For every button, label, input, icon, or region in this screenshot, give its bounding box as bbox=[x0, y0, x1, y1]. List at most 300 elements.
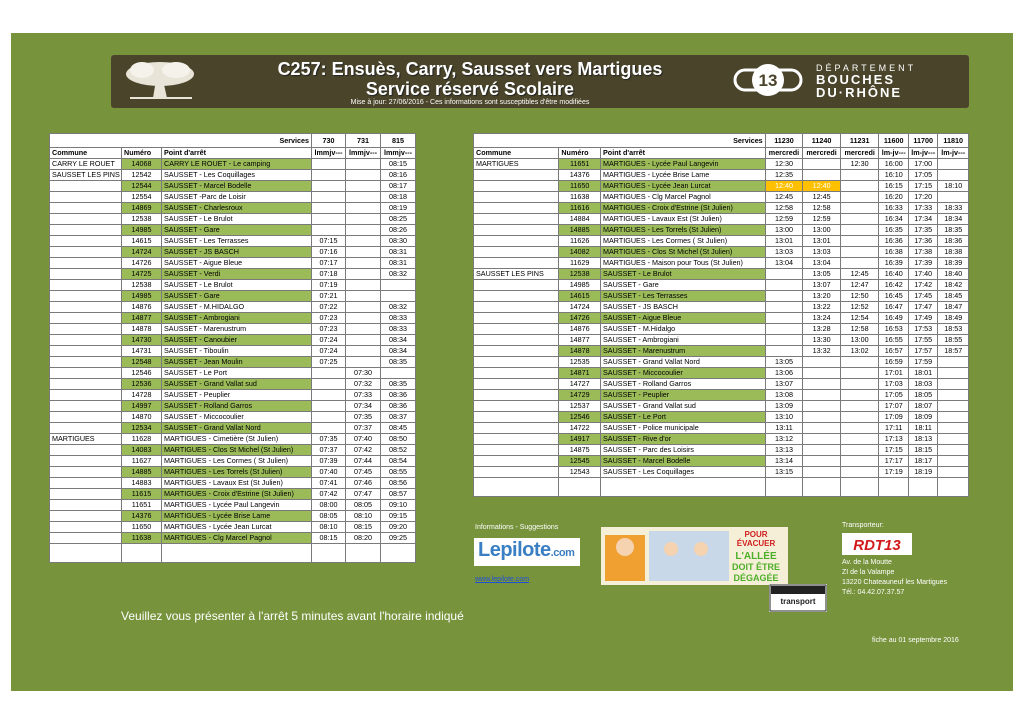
transport-badge-icon bbox=[769, 584, 827, 612]
poster-line-1: POUR bbox=[744, 530, 768, 539]
commune-cell bbox=[474, 225, 559, 236]
table-row bbox=[50, 181, 416, 192]
stop-number-cell: 12538 bbox=[122, 214, 162, 225]
table-row bbox=[474, 412, 969, 423]
time-cell bbox=[312, 225, 346, 236]
time-cell: 12:58 bbox=[840, 324, 879, 335]
time-cell: 08:32 bbox=[381, 302, 416, 313]
table-row bbox=[50, 247, 416, 258]
stop-name-cell: SAUSSET - Peuplier bbox=[162, 390, 312, 401]
time-cell: 17:15 bbox=[879, 445, 908, 456]
stop-name-cell: SAUSSET - Grand Vallat sud bbox=[162, 379, 312, 390]
table-row bbox=[474, 214, 969, 225]
stop-name-cell: SAUSSET - Miccocoulier bbox=[601, 368, 766, 379]
stop-number-cell: 12535 bbox=[559, 357, 601, 368]
table-row bbox=[474, 181, 969, 192]
time-cell bbox=[840, 225, 879, 236]
blank-cell bbox=[840, 478, 879, 497]
table-row bbox=[50, 203, 416, 214]
commune-cell bbox=[50, 500, 122, 511]
website-link[interactable]: www.lepilote.com bbox=[475, 576, 530, 583]
transport-badge-text: transport bbox=[780, 597, 816, 606]
time-cell bbox=[312, 401, 346, 412]
stop-name-cell: SAUSSET - M.HIDALGO bbox=[162, 302, 312, 313]
time-cell: 18:09 bbox=[908, 412, 937, 423]
stop-number-cell: 14985 bbox=[122, 225, 162, 236]
stop-number-cell: 14883 bbox=[122, 478, 162, 489]
time-cell: 08:56 bbox=[381, 478, 416, 489]
time-cell: 18:53 bbox=[938, 324, 969, 335]
stop-number-cell: 14871 bbox=[559, 368, 601, 379]
service-days: lm-jv--- bbox=[908, 148, 937, 159]
blank-row bbox=[474, 478, 969, 497]
commune-cell bbox=[474, 324, 559, 335]
time-cell: 07:19 bbox=[312, 280, 346, 291]
commune-cell bbox=[50, 302, 122, 313]
time-cell: 16:33 bbox=[879, 203, 908, 214]
service-days: mercredi bbox=[803, 148, 841, 159]
time-cell: 16:47 bbox=[879, 302, 908, 313]
poster-line-5: DÉGAGÉE bbox=[733, 573, 779, 583]
commune-cell bbox=[50, 489, 122, 500]
time-cell: 16:39 bbox=[879, 258, 908, 269]
time-cell bbox=[803, 390, 841, 401]
table-row bbox=[474, 159, 969, 170]
time-cell: 08:54 bbox=[381, 456, 416, 467]
time-cell: 17:11 bbox=[879, 423, 908, 434]
commune-cell bbox=[50, 192, 122, 203]
stop-number-cell: 11650 bbox=[122, 522, 162, 533]
time-cell: 07:32 bbox=[346, 379, 381, 390]
stop-name-cell: SAUSSET - Charlesroux bbox=[162, 203, 312, 214]
table-row bbox=[50, 401, 416, 412]
time-cell: 13:15 bbox=[765, 467, 803, 478]
time-cell bbox=[765, 335, 803, 346]
time-cell: 09:10 bbox=[381, 500, 416, 511]
column-header-row bbox=[50, 148, 416, 159]
department-number: 13 bbox=[758, 71, 778, 90]
stop-number-cell: 12534 bbox=[122, 423, 162, 434]
commune-cell bbox=[50, 445, 122, 456]
service-number: 11810 bbox=[938, 134, 969, 148]
service-days: lm-jv--- bbox=[879, 148, 908, 159]
time-cell bbox=[346, 159, 381, 170]
stop-number-cell: 12546 bbox=[122, 368, 162, 379]
time-cell: 07:25 bbox=[312, 357, 346, 368]
time-cell: 17:07 bbox=[879, 401, 908, 412]
time-cell bbox=[765, 280, 803, 291]
stop-name-cell: MARTIGUES - Les Cormes ( St Julien) bbox=[601, 236, 766, 247]
carrier-logo-icon bbox=[842, 533, 912, 555]
time-cell: 16:57 bbox=[879, 346, 908, 357]
stop-number-cell: 12544 bbox=[122, 181, 162, 192]
stop-name-cell: SAUSSET - Grand Vallat sud bbox=[601, 401, 766, 412]
time-cell bbox=[803, 445, 841, 456]
stop-number-cell: 14068 bbox=[122, 159, 162, 170]
blank-cell bbox=[908, 478, 937, 497]
stop-name-cell: SAUSSET - Le Port bbox=[601, 412, 766, 423]
bus-aisle-illustration bbox=[601, 527, 788, 585]
stop-name-cell: SAUSSET -Parc de Loisir bbox=[162, 192, 312, 203]
poster-line-4: DOIT ÊTRE bbox=[731, 562, 781, 572]
time-cell bbox=[803, 423, 841, 434]
table-row bbox=[474, 170, 969, 181]
time-cell: 17:38 bbox=[908, 247, 937, 258]
commune-cell bbox=[474, 423, 559, 434]
time-cell: 17:47 bbox=[908, 302, 937, 313]
service-number: 11240 bbox=[803, 134, 841, 148]
stop-number-cell: 12548 bbox=[122, 357, 162, 368]
column-header-row bbox=[474, 148, 969, 159]
table-row bbox=[50, 280, 416, 291]
stop-name-cell: MARTIGUES - Lycée Jean Lurcat bbox=[601, 181, 766, 192]
time-cell: 13:12 bbox=[765, 434, 803, 445]
stop-number-cell: 11650 bbox=[559, 181, 601, 192]
commune-cell bbox=[474, 291, 559, 302]
stop-name-cell: MARTIGUES - Cimetière (St Julien) bbox=[162, 434, 312, 445]
time-cell bbox=[346, 357, 381, 368]
time-cell: 13:01 bbox=[765, 236, 803, 247]
time-cell bbox=[346, 203, 381, 214]
stop-name-cell: SAUSSET - Rive d'or bbox=[601, 434, 766, 445]
time-cell bbox=[803, 379, 841, 390]
time-cell: 12:58 bbox=[765, 203, 803, 214]
stop-number-cell: 14376 bbox=[122, 511, 162, 522]
blank-cell bbox=[803, 478, 841, 497]
time-cell: 16:36 bbox=[879, 236, 908, 247]
table-row bbox=[50, 533, 416, 544]
time-cell: 08:17 bbox=[381, 181, 416, 192]
commune-cell bbox=[474, 247, 559, 258]
stop-number-cell: 14726 bbox=[559, 313, 601, 324]
blank-row bbox=[50, 544, 416, 563]
time-cell bbox=[938, 456, 969, 467]
stop-number-cell: 14917 bbox=[559, 434, 601, 445]
time-cell: 12:45 bbox=[840, 269, 879, 280]
service-days: lmmjv--- bbox=[312, 148, 346, 159]
stop-number-cell: 14875 bbox=[559, 445, 601, 456]
time-cell bbox=[765, 313, 803, 324]
commune-cell bbox=[50, 324, 122, 335]
stop-number-cell: 14731 bbox=[122, 346, 162, 357]
time-cell: 18:38 bbox=[938, 247, 969, 258]
stop-name-cell: MARTIGUES - Lavaux Est (St Julien) bbox=[601, 214, 766, 225]
time-cell bbox=[803, 357, 841, 368]
time-cell: 13:22 bbox=[803, 302, 841, 313]
commune-cell bbox=[50, 258, 122, 269]
fiche-date: fiche au 01 septembre 2016 bbox=[872, 637, 959, 644]
stop-number-cell: 14615 bbox=[122, 236, 162, 247]
time-cell bbox=[765, 269, 803, 280]
time-cell: 17:00 bbox=[908, 159, 937, 170]
time-cell: 07:30 bbox=[346, 368, 381, 379]
time-cell: 12:35 bbox=[765, 170, 803, 181]
commune-cell bbox=[474, 445, 559, 456]
commune-cell bbox=[50, 456, 122, 467]
service-number: 11231 bbox=[840, 134, 879, 148]
stop-name-cell: SAUSSET - Le Port bbox=[162, 368, 312, 379]
table-row bbox=[50, 489, 416, 500]
time-cell: 07:37 bbox=[312, 445, 346, 456]
time-cell bbox=[765, 324, 803, 335]
time-cell: 16:35 bbox=[879, 225, 908, 236]
time-cell bbox=[346, 291, 381, 302]
commune-cell bbox=[50, 269, 122, 280]
time-cell: 12:45 bbox=[765, 192, 803, 203]
table-row bbox=[474, 434, 969, 445]
time-cell: 16:55 bbox=[879, 335, 908, 346]
commune-cell bbox=[474, 302, 559, 313]
time-cell: 17:53 bbox=[908, 324, 937, 335]
time-cell: 08:30 bbox=[381, 236, 416, 247]
time-cell: 09:20 bbox=[381, 522, 416, 533]
time-cell bbox=[312, 379, 346, 390]
page-title bbox=[230, 59, 710, 99]
time-cell bbox=[346, 192, 381, 203]
time-cell: 07:40 bbox=[346, 434, 381, 445]
time-cell bbox=[765, 291, 803, 302]
time-cell: 18:47 bbox=[938, 302, 969, 313]
time-cell bbox=[346, 170, 381, 181]
time-cell: 07:35 bbox=[312, 434, 346, 445]
stop-number-cell: 12538 bbox=[559, 269, 601, 280]
time-cell: 07:37 bbox=[346, 423, 381, 434]
stop-name-cell: SAUSSET - Les Terrasses bbox=[601, 291, 766, 302]
time-cell: 16:38 bbox=[879, 247, 908, 258]
stop-number-cell: 14724 bbox=[122, 247, 162, 258]
table-row bbox=[474, 357, 969, 368]
time-cell: 18:10 bbox=[938, 181, 969, 192]
transport-badge bbox=[769, 584, 827, 612]
table-row bbox=[474, 379, 969, 390]
safety-poster bbox=[601, 527, 788, 585]
stop-number-cell: 14726 bbox=[122, 258, 162, 269]
time-cell: 13:05 bbox=[803, 269, 841, 280]
time-cell: 08:25 bbox=[381, 214, 416, 225]
time-cell bbox=[312, 181, 346, 192]
time-cell bbox=[312, 412, 346, 423]
time-cell: 17:09 bbox=[879, 412, 908, 423]
stop-number-cell: 14876 bbox=[559, 324, 601, 335]
title-line-1: C257: Ensuès, Carry, Sausset vers Martigues bbox=[277, 59, 663, 79]
table-row bbox=[50, 456, 416, 467]
time-cell: 07:42 bbox=[312, 489, 346, 500]
stop-number-cell: 14730 bbox=[122, 335, 162, 346]
stop-name-cell: SAUSSET - Rolland Garros bbox=[601, 379, 766, 390]
time-cell bbox=[346, 335, 381, 346]
table-row bbox=[50, 324, 416, 335]
blank-cell bbox=[938, 478, 969, 497]
time-cell: 07:46 bbox=[346, 478, 381, 489]
table-row bbox=[474, 423, 969, 434]
table-row bbox=[474, 203, 969, 214]
time-cell: 13:05 bbox=[765, 357, 803, 368]
commune-cell bbox=[50, 368, 122, 379]
stop-number-cell: 14729 bbox=[559, 390, 601, 401]
time-cell bbox=[938, 434, 969, 445]
commune-cell bbox=[474, 434, 559, 445]
stop-number-cell: 14876 bbox=[122, 302, 162, 313]
commune-cell bbox=[50, 346, 122, 357]
stop-number-cell: 11638 bbox=[122, 533, 162, 544]
time-cell: 16:20 bbox=[879, 192, 908, 203]
time-cell bbox=[840, 192, 879, 203]
numero-header: Numéro bbox=[122, 148, 162, 159]
time-cell bbox=[840, 247, 879, 258]
stop-name-cell: SAUSSET - Marenustrum bbox=[162, 324, 312, 335]
time-cell: 17:36 bbox=[908, 236, 937, 247]
time-cell bbox=[381, 368, 416, 379]
commune-cell bbox=[474, 335, 559, 346]
time-cell: 07:42 bbox=[346, 445, 381, 456]
time-cell bbox=[938, 357, 969, 368]
time-cell: 13:07 bbox=[803, 280, 841, 291]
table-row bbox=[50, 291, 416, 302]
service-number: 11700 bbox=[908, 134, 937, 148]
time-cell: 08:15 bbox=[346, 522, 381, 533]
time-cell bbox=[381, 280, 416, 291]
time-cell: 07:41 bbox=[312, 478, 346, 489]
time-cell: 07:33 bbox=[346, 390, 381, 401]
commune-cell bbox=[50, 423, 122, 434]
lepilote-main: Lepilote bbox=[478, 539, 551, 561]
time-cell: 18:35 bbox=[938, 225, 969, 236]
service-days: mercredi bbox=[765, 148, 803, 159]
time-cell bbox=[312, 214, 346, 225]
time-cell bbox=[312, 423, 346, 434]
commune-cell bbox=[50, 225, 122, 236]
time-cell: 07:23 bbox=[312, 324, 346, 335]
stop-number-cell: 14870 bbox=[122, 412, 162, 423]
time-cell bbox=[840, 236, 879, 247]
time-cell: 08:00 bbox=[312, 500, 346, 511]
time-cell: 18:11 bbox=[908, 423, 937, 434]
table-row bbox=[50, 313, 416, 324]
table-row bbox=[474, 368, 969, 379]
table-row bbox=[50, 390, 416, 401]
time-cell bbox=[346, 302, 381, 313]
time-cell: 08:10 bbox=[346, 511, 381, 522]
services-label: Services bbox=[50, 134, 312, 148]
table-row bbox=[50, 511, 416, 522]
time-cell: 08:34 bbox=[381, 335, 416, 346]
time-cell: 17:01 bbox=[879, 368, 908, 379]
time-cell bbox=[803, 412, 841, 423]
time-cell: 09:25 bbox=[381, 533, 416, 544]
table-row bbox=[474, 467, 969, 478]
address-line-2: ZI de la Valampe bbox=[842, 569, 895, 576]
time-cell bbox=[840, 181, 879, 192]
info-label: Informations - Suggestions bbox=[475, 524, 559, 531]
stop-name-cell: SAUSSET - Ambrogiani bbox=[601, 335, 766, 346]
service-number: 11230 bbox=[765, 134, 803, 148]
stop-number-cell: 14722 bbox=[559, 423, 601, 434]
time-cell: 17:13 bbox=[879, 434, 908, 445]
commune-cell bbox=[474, 313, 559, 324]
time-cell bbox=[938, 368, 969, 379]
time-cell: 08:32 bbox=[381, 269, 416, 280]
time-cell: 17:05 bbox=[908, 170, 937, 181]
stop-number-cell: 12542 bbox=[122, 170, 162, 181]
table-row bbox=[474, 302, 969, 313]
stop-name-cell: MARTIGUES - Clg Marcel Pagnol bbox=[162, 533, 312, 544]
lepilote-suffix: .com bbox=[550, 547, 575, 559]
commune-cell bbox=[50, 214, 122, 225]
service-days: lmmjv--- bbox=[381, 148, 416, 159]
commune-cell bbox=[474, 467, 559, 478]
table-row bbox=[474, 258, 969, 269]
table-row bbox=[50, 335, 416, 346]
time-cell bbox=[312, 159, 346, 170]
time-cell bbox=[346, 236, 381, 247]
time-cell: 08:18 bbox=[381, 192, 416, 203]
stop-number-cell: 14727 bbox=[559, 379, 601, 390]
commune-cell bbox=[50, 467, 122, 478]
stop-number-cell: 12537 bbox=[559, 401, 601, 412]
time-cell: 13:07 bbox=[765, 379, 803, 390]
commune-cell bbox=[474, 192, 559, 203]
time-cell: 07:18 bbox=[312, 269, 346, 280]
carrier-phone: Tél.: 04.42.07.37.57 bbox=[842, 589, 905, 596]
time-cell: 17:03 bbox=[879, 379, 908, 390]
table-row bbox=[474, 192, 969, 203]
commune-cell bbox=[50, 379, 122, 390]
stop-name-cell: SAUSSET - Marcel Bodelle bbox=[162, 181, 312, 192]
service-days: lmmjv--- bbox=[346, 148, 381, 159]
stop-name-cell: MARTIGUES - Lycée Brise Lame bbox=[601, 170, 766, 181]
stop-name-cell: MARTIGUES - Lycée Brise Lame bbox=[162, 511, 312, 522]
table-row bbox=[50, 368, 416, 379]
blank-cell bbox=[50, 544, 122, 563]
time-cell: 12:30 bbox=[840, 159, 879, 170]
time-cell: 13:04 bbox=[765, 258, 803, 269]
time-cell: 08:57 bbox=[381, 489, 416, 500]
time-cell bbox=[938, 390, 969, 401]
commune-header: Commune bbox=[474, 148, 559, 159]
table-row bbox=[474, 225, 969, 236]
time-cell: 18:39 bbox=[938, 258, 969, 269]
time-cell bbox=[840, 445, 879, 456]
table-row bbox=[50, 214, 416, 225]
time-cell bbox=[346, 346, 381, 357]
time-cell: 13:20 bbox=[803, 291, 841, 302]
time-cell bbox=[312, 203, 346, 214]
commune-cell bbox=[50, 511, 122, 522]
time-cell bbox=[938, 170, 969, 181]
stop-number-cell: 12546 bbox=[559, 412, 601, 423]
time-cell: 17:34 bbox=[908, 214, 937, 225]
time-cell: 18:45 bbox=[938, 291, 969, 302]
blank-cell bbox=[346, 544, 381, 563]
address-line-3: 13220 Chateauneuf les Martigues bbox=[842, 579, 948, 586]
carrier-address bbox=[842, 558, 947, 598]
stop-header: Point d'arrêt bbox=[601, 148, 766, 159]
time-cell: 16:15 bbox=[879, 181, 908, 192]
blank-cell bbox=[381, 544, 416, 563]
time-cell: 18:13 bbox=[908, 434, 937, 445]
table-row bbox=[474, 236, 969, 247]
commune-cell bbox=[474, 412, 559, 423]
commune-cell bbox=[50, 412, 122, 423]
service-number: 11600 bbox=[879, 134, 908, 148]
time-cell: 18:15 bbox=[908, 445, 937, 456]
time-cell: 07:35 bbox=[346, 412, 381, 423]
time-cell bbox=[346, 181, 381, 192]
commune-cell bbox=[474, 280, 559, 291]
stop-name-cell: MARTIGUES - Lycée Jean Lurcat bbox=[162, 522, 312, 533]
table-row bbox=[50, 522, 416, 533]
time-cell bbox=[840, 401, 879, 412]
